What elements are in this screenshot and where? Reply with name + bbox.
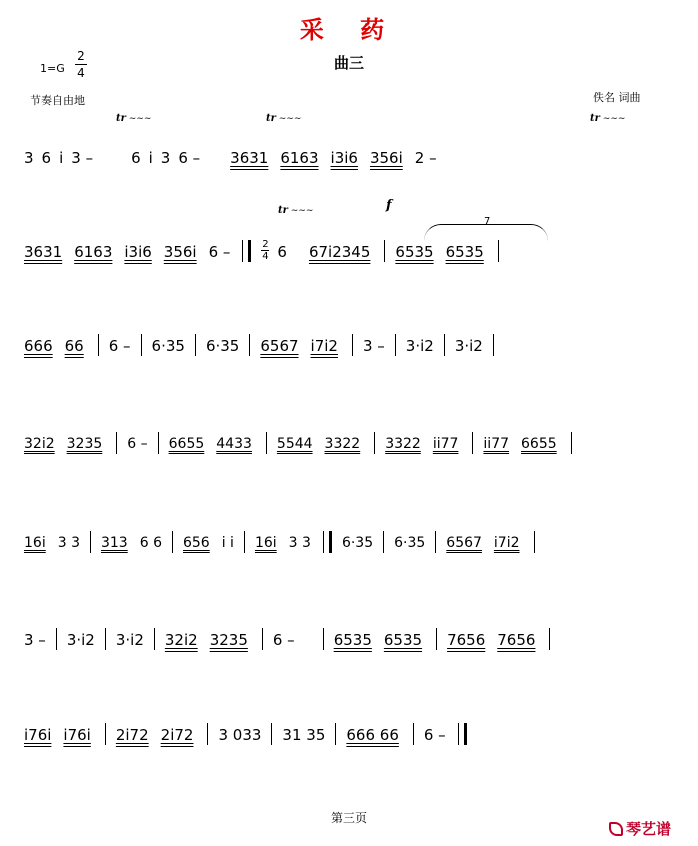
barline: [323, 628, 324, 650]
note: 3: [160, 149, 171, 167]
trill-mark: tr ∼∼∼: [590, 113, 625, 124]
meter-top: 2: [77, 49, 85, 63]
note-group: 6567: [260, 337, 299, 355]
note-group: 656: [182, 535, 210, 551]
final-barline: [458, 723, 467, 745]
tempo-marking: 节奏自由地: [30, 94, 85, 107]
barline: [436, 628, 437, 650]
barline: [413, 723, 414, 745]
score-row-7: [24, 719, 676, 745]
note: 6 –: [423, 726, 446, 744]
note-group: 16i: [254, 535, 277, 551]
note-group: 2i72: [115, 726, 149, 744]
barline: [195, 334, 196, 356]
barline: [249, 334, 250, 356]
note-group: 3235: [209, 631, 248, 649]
note-group: 3322: [385, 436, 421, 452]
note-group: 3631: [24, 243, 63, 261]
barline: [266, 432, 267, 454]
trill-mark: tr ∼∼∼: [266, 113, 301, 124]
barline: [262, 628, 263, 650]
note-group: 6655: [168, 436, 205, 452]
score-row-3: [24, 330, 676, 356]
note: 31 35: [282, 726, 326, 744]
barline: [472, 432, 473, 454]
note: 6·35: [205, 337, 240, 355]
note: 3·i2: [66, 631, 95, 649]
site-logo: [609, 818, 671, 839]
note-group: 6535: [395, 243, 434, 261]
note: 6 –: [108, 337, 131, 355]
composer-credit: 佚名 词曲: [593, 91, 641, 104]
note-group: 3631: [230, 149, 269, 167]
barline: [154, 628, 155, 650]
note: 3 3: [288, 535, 311, 551]
barline: [498, 240, 499, 262]
barline: [383, 531, 384, 553]
note: 6 –: [127, 436, 148, 452]
barline: [105, 628, 106, 650]
meter-bottom: 4: [262, 251, 269, 262]
note-group: 66: [64, 337, 84, 355]
key-signature: 1=G: [40, 62, 65, 75]
meter-top: 2: [262, 239, 269, 250]
barline: [549, 628, 550, 650]
note-group: 4433: [216, 436, 252, 452]
song-subtitle: 曲三: [333, 54, 364, 72]
barline: [172, 531, 173, 553]
note: 3·i2: [115, 631, 144, 649]
note-group: 16i: [24, 535, 46, 551]
barline: [158, 432, 159, 454]
barline: [98, 334, 99, 356]
note-group: 2i72: [160, 726, 194, 744]
note: 6: [131, 149, 141, 167]
song-title: 采 药: [299, 15, 399, 44]
note-group: 356i: [163, 243, 197, 261]
note-group: 6535: [445, 243, 484, 261]
note: 6·35: [341, 535, 374, 551]
score-row-6: [24, 624, 676, 650]
note-group: 7656: [497, 631, 536, 649]
barline: [271, 723, 272, 745]
barline: [352, 334, 353, 356]
barline: [571, 432, 572, 454]
forte-mark: f: [386, 198, 392, 213]
note-group: 3322: [324, 436, 361, 452]
barline: [384, 240, 385, 262]
note-group: 6567: [446, 535, 482, 551]
note-group: 5544: [276, 436, 313, 452]
note-group: 313: [100, 535, 128, 551]
logo-text: 琴艺谱: [626, 820, 672, 838]
note: 6·35: [151, 337, 185, 355]
barline: [207, 723, 208, 745]
trill-mark: tr ∼∼∼: [278, 205, 313, 216]
note-group: i3i6: [124, 243, 152, 261]
note-group: i76i: [24, 726, 52, 744]
repeat-barline: [323, 531, 332, 553]
barline: [395, 334, 396, 356]
note: i i: [221, 535, 234, 551]
barline: [105, 723, 106, 745]
meter-bottom: 4: [77, 66, 85, 80]
note-group: 6163: [280, 149, 319, 167]
music-note-logo-icon: [609, 822, 623, 836]
note-group: i7i2: [310, 337, 338, 355]
note-group: 6535: [383, 631, 423, 649]
barline: [374, 432, 375, 454]
note: 3 –: [362, 337, 385, 355]
time-signature: [74, 48, 88, 81]
barline: [141, 334, 142, 356]
note-group: 6163: [74, 243, 113, 261]
note: 2 –: [414, 149, 437, 167]
note: 6: [277, 243, 287, 261]
barline: [116, 432, 117, 454]
note-group: 666 66: [346, 726, 399, 744]
note: 3 –: [71, 149, 94, 167]
score-row-1: [24, 142, 676, 168]
trill-mark: tr ∼∼∼: [116, 113, 151, 124]
note: 3·i2: [454, 337, 483, 355]
score-row-4: [24, 428, 676, 454]
note-group: 356i: [369, 149, 403, 167]
note: 6 –: [272, 631, 295, 649]
note: 6·35: [394, 535, 426, 551]
page-number: 第三页: [330, 811, 367, 825]
note-group: 3235: [66, 436, 103, 452]
note-group: 6535: [333, 631, 372, 649]
note-group: i76i: [63, 726, 91, 744]
barline: [56, 628, 57, 650]
double-barline: [242, 240, 251, 262]
note: 6 6: [139, 535, 162, 551]
note: 3·i2: [405, 337, 434, 355]
tuplet-number: 7: [484, 216, 491, 227]
barline: [444, 334, 445, 356]
note-group: 6655: [521, 436, 557, 452]
barline: [244, 531, 245, 553]
barline: [335, 723, 336, 745]
note-group: i7i2: [493, 535, 520, 551]
note: 6 –: [178, 149, 201, 167]
note-group: 32i2: [24, 436, 55, 452]
note-group: 7656: [447, 631, 486, 649]
note: 3: [24, 149, 34, 167]
note: 3 3: [57, 535, 80, 551]
note-group: ii77: [432, 436, 459, 452]
note: 6 –: [208, 243, 231, 261]
note: 6: [41, 149, 52, 167]
barline: [90, 531, 91, 553]
note-group: 67i2345: [308, 243, 371, 261]
barline: [534, 531, 535, 553]
note-group: 666: [24, 337, 53, 355]
note: i: [59, 149, 64, 167]
note-group: ii77: [483, 436, 510, 452]
note-group: 32i2: [164, 631, 198, 649]
time-signature-change: [261, 239, 269, 262]
note-group: i3i6: [330, 149, 358, 167]
note: 3 –: [24, 631, 46, 649]
note: 3 033: [218, 726, 262, 744]
barline: [493, 334, 494, 356]
barline: [435, 531, 436, 553]
score-row-2: [24, 236, 676, 262]
note: i: [148, 149, 153, 167]
score-row-5: [24, 527, 676, 553]
